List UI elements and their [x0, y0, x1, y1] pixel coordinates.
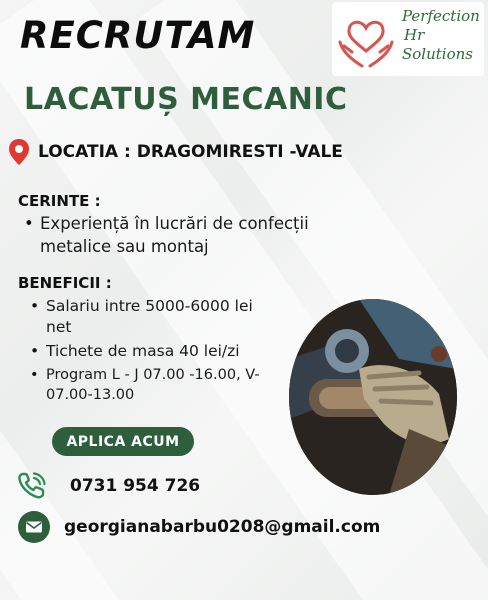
- list-item: • Experiență în lucrări de confecții metalice sau montaj: [24, 212, 354, 258]
- location-pin-icon: [8, 138, 30, 166]
- requirements-title: CERINTE :: [18, 192, 101, 210]
- headline: RECRUTAM: [20, 14, 256, 57]
- location-text: LOCATIA : DRAGOMIRESTI -VALE: [38, 142, 343, 162]
- apply-now-button[interactable]: APLICA ACUM: [52, 427, 194, 456]
- phone-row: [16, 470, 200, 502]
- phone-number[interactable]: 0731 954 726: [70, 476, 201, 496]
- benefits-title: BENEFICII :: [18, 274, 112, 292]
- requirements-list: [24, 212, 354, 258]
- list-item: • Tichete de masa 40 lei/zi: [30, 341, 275, 362]
- logo-text-line3: Solutions: [402, 45, 473, 63]
- job-title: LACATUȘ MECANIC: [24, 82, 348, 117]
- logo-text-line1: Perfection: [402, 7, 480, 25]
- logo-text-line2: Hr: [404, 26, 425, 44]
- worker-photo: [289, 299, 457, 495]
- list-item: • Salariu intre 5000-6000 lei net: [30, 296, 275, 338]
- list-item: • Program L - J 07.00 -16.00, V- 07.00-13.00: [30, 365, 275, 405]
- envelope-icon: [18, 511, 50, 543]
- company-logo: [332, 2, 484, 76]
- phone-call-icon: [16, 470, 48, 502]
- heart-hands-icon: [336, 12, 396, 70]
- email-row: [18, 511, 380, 543]
- location-row: [8, 138, 343, 166]
- email-address[interactable]: georgianabarbu0208@gmail.com: [64, 517, 381, 537]
- benefits-list: [30, 296, 275, 408]
